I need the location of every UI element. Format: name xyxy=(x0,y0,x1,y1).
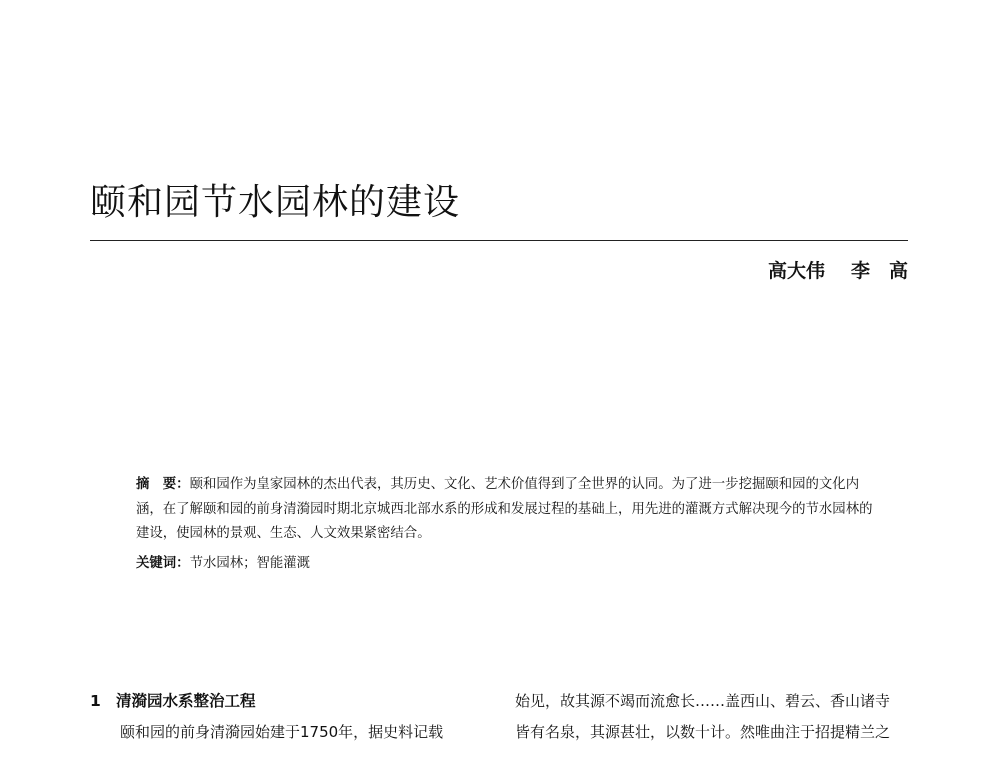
section-number: 1 xyxy=(90,692,101,710)
abstract-label: 摘 要： xyxy=(136,477,190,492)
author-name: 高大伟 xyxy=(767,260,825,282)
author-name: 李 高 xyxy=(850,260,908,282)
body-paragraph: 颐和园的前身清漪园始建于1750年，据史料记载 xyxy=(120,723,444,741)
keywords-text: 节水园林；智能灌溉 xyxy=(189,556,311,571)
body-column-right xyxy=(515,686,911,748)
author-list xyxy=(768,258,908,284)
keywords-label: 关键词： xyxy=(136,556,190,571)
section-heading-text: 清漪园水系整治工程 xyxy=(116,692,256,710)
section-heading xyxy=(90,686,488,717)
keywords xyxy=(136,552,310,576)
article-title: 颐和园节水园林的建设 xyxy=(90,182,461,223)
abstract-text: 颐和园作为皇家园林的杰出代表，其历史、文化、艺术价值得到了全世界的认同。为了进一步挖掘颐和园的文化内涵，在了解颐和园的前身清漪园时期北京城西北部水系的形成和发展过程的基础上，用先进的灌溉方式解决现今的节水园林的建设，使园林的景观、生态、人文效果紧密结合。 xyxy=(136,477,873,541)
title-divider xyxy=(90,240,908,241)
body-text-line: 始见，故其源不竭而流愈长……盖西山、碧云、香山诸寺 xyxy=(515,692,891,710)
body-text-line: 皆有名泉，其源甚壮，以数十计。然唯曲注于招提精兰之 xyxy=(515,723,891,741)
body-column-left xyxy=(90,686,488,748)
abstract xyxy=(136,473,876,547)
